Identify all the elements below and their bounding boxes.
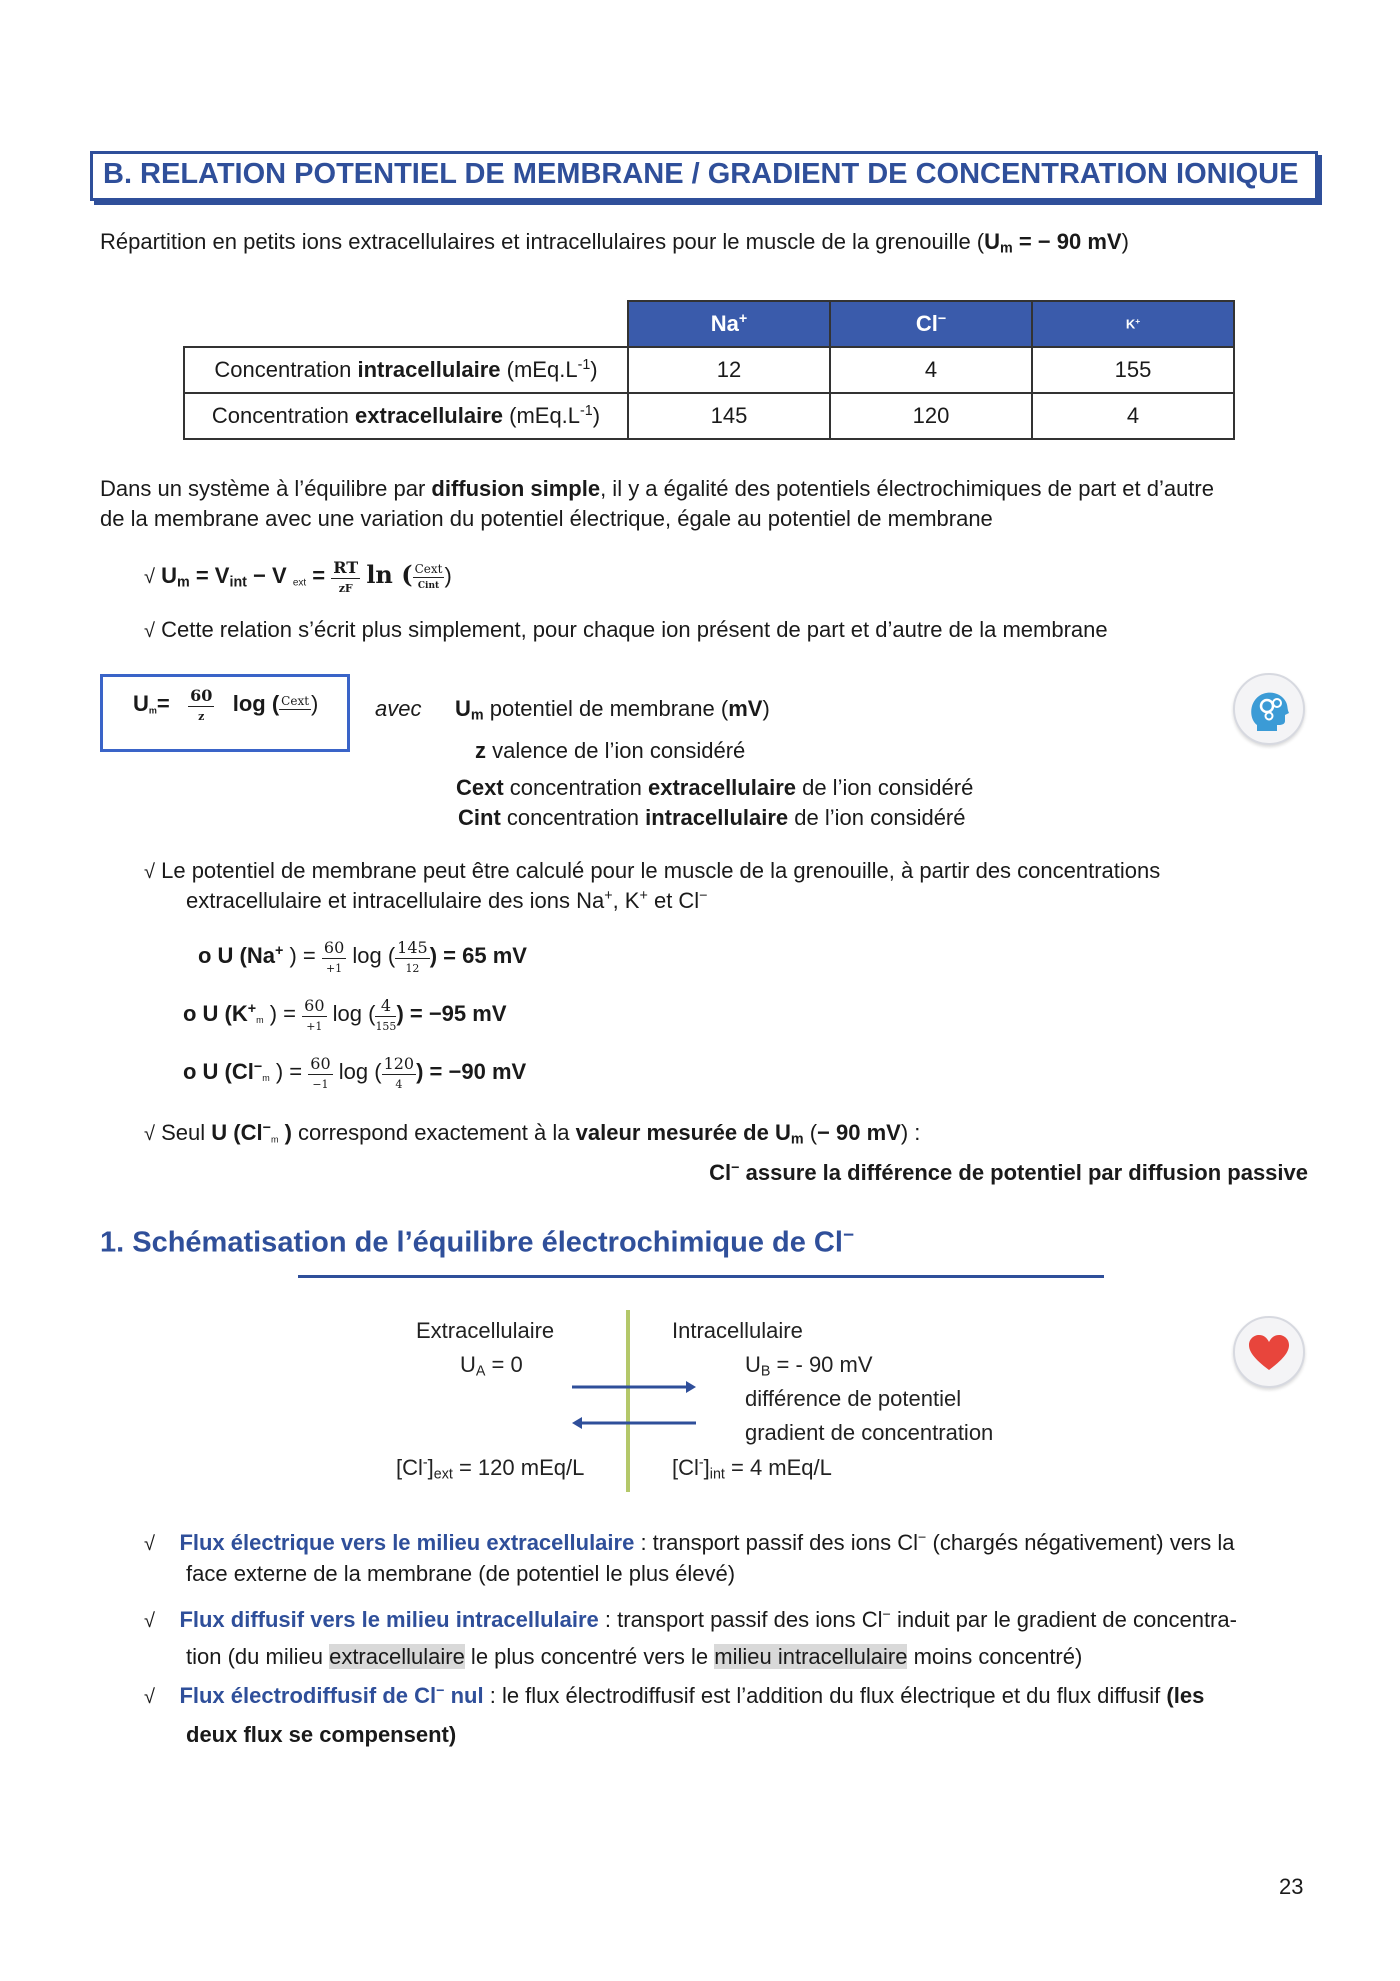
flux-electrique-line2: face externe de la membrane (de potentiel le plus élevé) [186,1561,736,1586]
definition-cext: Cext concentration extracellulaire de l’ion considéré [456,775,974,800]
column-header: Na+ [628,301,830,347]
definition-z: z valence de l’ion considéré [475,738,746,763]
table-cell: 155 [1032,347,1234,393]
bullet-icon: √ [144,1686,155,1708]
subsection-rule [298,1275,1104,1278]
bullet-icon: √ [144,566,155,588]
table-cell: 4 [830,347,1032,393]
table-cell: 120 [830,393,1032,439]
definition-um: $U_m$ potentiel de membrane (mV) [455,696,770,724]
brain-gears-icon [1233,673,1305,745]
calc-row-na: o U (Na+ ) = $\frac{60}{+1}$ log ( $\frac{145}{12}$ ) = 65 mV [198,938,527,975]
section-title: B. RELATION POTENTIEL DE MEMBRANE / GRADIENT DE CONCENTRATION IONIQUE [103,158,1299,190]
flux-diffusif-line2: tion (du milieu extracellulaire le plus concentré vers le milieu intracellulaire moins concentré) [186,1644,1083,1669]
table-row [184,347,1234,393]
subsection-title: 1. Schématisation de l’équilibre électrochimique de Cl− [100,1224,854,1259]
bullet-icon: √ [144,620,155,642]
table-cell: 145 [628,393,830,439]
section-header [90,151,1318,201]
extracellular-title: Extracellulaire [416,1318,555,1343]
calc-row-cl: o U ($Cl^-_m$ ) = $\frac{60}{-1}$ log ( $\frac{120}{4}$ ) = −90 mV [183,1054,527,1091]
intracellular-title: Intracellulaire [672,1318,803,1343]
calc-row-k: o U ($K^+_m$ ) = $\frac{60}{+1}$ log ( $\frac{4}{155}$ ) = −95 mV [183,996,507,1033]
bullet-icon: √ [144,1533,155,1555]
table-header-row [184,301,1234,347]
column-header: K+ [1032,301,1234,347]
calc-intro-line1: √ Le potentiel de membrane peut être calculé pour le muscle de la grenouille, à partir des concentrations [144,858,1161,883]
arrow-right-head [686,1381,696,1393]
flux-diffusif: √ Flux diffusif vers le milieu intracellulaire : transport passif des ions Cl− induit par le gradient de concentra- [144,1607,1237,1632]
conclusion: Cl− assure la différence de potentiel par diffusion passive [709,1160,1308,1185]
ext-concentration: $[Cl^-]_{ext} = 120$ mEq/L [396,1455,585,1483]
column-header: Cl− [830,301,1032,347]
row-label: Concentration extracellulaire $(mEq.L^{-1})$ [184,393,628,439]
flux-electrique: √ Flux électrique vers le milieu extracellulaire : transport passif des ions Cl− (chargés négativement) vers la [144,1530,1235,1555]
calc-intro-line2: extracellulaire et intracellulaire des ions Na+, K+ et Cl− [186,888,708,913]
row-label: Concentration intracellulaire $(mEq.L^{-1})$ [184,347,628,393]
table-cell: 4 [1032,393,1234,439]
ub-label: $U_B$ = - 90 mV [745,1352,873,1380]
equilibrium-paragraph-line1: Dans un système à l’équilibre par diffusion simple, il y a égalité des potentiels électrochimiques de part et d’autre [100,476,1214,501]
avec-label: avec [375,696,422,721]
arrow-left-head [572,1417,582,1429]
equilibrium-paragraph-line2: de la membrane avec une variation du potentiel électrique, égale au potentiel de membrane [100,506,993,531]
nernst-equation: √ $U_m = V_{int} - V$ $_{ext}$ = $\frac{RT}{zF}$ ln ( $\frac{\text{Cext}}{\text{Cint}}$ ) [144,558,452,596]
page-number: 23 [1279,1874,1304,1899]
table-cell: 12 [628,347,830,393]
heart-icon [1233,1316,1305,1388]
bullet-icon: √ [144,1123,155,1145]
table-row [184,393,1234,439]
bullet-icon: √ [144,1610,155,1632]
bullet-icon: √ [144,861,155,883]
definition-cint: Cint concentration intracellulaire de l’ion considéré [458,805,966,830]
intro-text: Répartition en petits ions extracellulaires et intracellulaires pour le muscle de la grenouille ($U_m$ = − 90 mV) [100,229,1129,257]
ua-label: $U_A = 0$ [460,1352,523,1380]
seul-line: √ Seul U ($Cl^-_m$ ) correspond exactement à la valeur mesurée de $U_m$ (− 90 mV) : [144,1120,921,1148]
flux-arrows [568,1375,700,1435]
simplified-formula: $U_m=$ $\frac{60}{z}$ log ( Cext ) [133,686,319,723]
int-concentration: $[Cl^-]_{int} = 4$ mEq/L [672,1455,832,1483]
diff-potential-label: différence de potentiel [745,1386,962,1411]
concentration-table [183,300,1235,440]
gradient-label: gradient de concentration [745,1420,994,1445]
flux-electrodiffusif: √ Flux électrodiffusif de Cl− nul : le flux électrodiffusif est l’addition du flux électrique et du flux diffusif (les [144,1683,1205,1708]
simplified-relation: √ Cette relation s’écrit plus simplement, pour chaque ion présent de part et d’autre de la membrane [144,617,1108,642]
flux-electrodiffusif-line2: deux flux se compensent) [186,1722,457,1747]
